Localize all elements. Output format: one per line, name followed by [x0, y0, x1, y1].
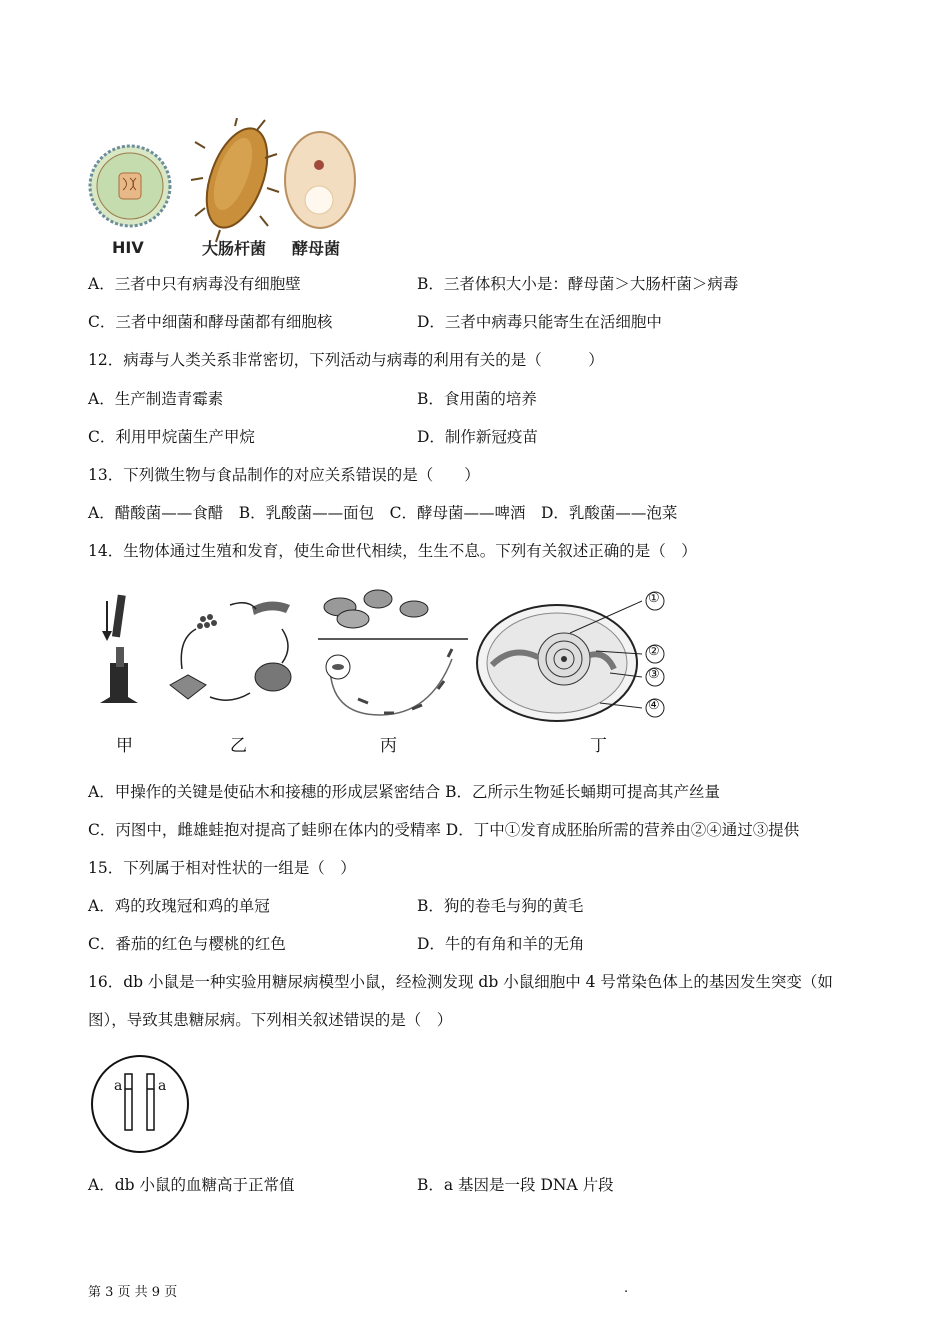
q15-option-c: C．番茄的红色与樱桃的红色	[88, 935, 286, 953]
q11-option-a: A．三者中只有病毒没有细胞壁	[88, 275, 301, 293]
fig-label-ding: 丁	[590, 736, 607, 756]
fig-label-yi: 乙	[230, 736, 247, 756]
silkworm-cycle-illustration	[170, 601, 291, 700]
egg-illustration	[477, 592, 664, 721]
ecoli-label: 大肠杆菌	[202, 239, 267, 258]
gene-label-left: a	[114, 1078, 123, 1094]
q11-option-c: C．三者中细菌和酵母菌都有细胞核	[88, 313, 333, 331]
grafting-illustration	[100, 595, 138, 703]
q16-option-a: A．db 小鼠的血糖高于正常值	[88, 1176, 295, 1194]
chromosome-figure	[90, 1054, 194, 1154]
reproduction-figure	[90, 585, 680, 730]
q16-stem-line1: 16．db 小鼠是一种实验用糖尿病模型小鼠，经检测发现 db 小鼠细胞中 4 号常染色体上的基因发生突变（如	[88, 973, 833, 991]
q15-stem: 15．下列属于相对性状的一组是（ ）	[88, 859, 356, 877]
q12-option-b: B．食用菌的培养	[417, 390, 537, 408]
page-number: 第 3 页 共 9 页	[88, 1285, 178, 1300]
frog-cycle-illustration	[318, 590, 468, 715]
q13-options: A．醋酸菌——食醋 B．乳酸菌——面包 C．酵母菌——啤酒 D．乳酸菌——泡菜	[88, 504, 678, 522]
q11-option-b: B．三者体积大小是：酵母菌＞大肠杆菌＞病毒	[417, 275, 739, 293]
ecoli-illustration	[191, 118, 279, 242]
q15-option-b: B．狗的卷毛与狗的黄毛	[417, 897, 584, 915]
yeast-label: 酵母菌	[292, 239, 341, 258]
q14-stem: 14．生物体通过生殖和发育，使生命世代相续，生生不息。下列有关叙述正确的是（ ）	[88, 542, 697, 560]
q16-stem-line2: 图），导致其患糖尿病。下列相关叙述错误的是（ ）	[88, 1011, 453, 1029]
q12-option-d: D．制作新冠疫苗	[417, 428, 538, 446]
hiv-label: HIV	[112, 238, 144, 257]
q14-options-ab: A．甲操作的关键是使砧木和接穗的形成层紧密结合 B．乙所示生物延长蛹期可提高其产丝量	[88, 783, 721, 801]
q15-option-a: A．鸡的玫瑰冠和鸡的单冠	[88, 897, 270, 915]
egg-marker-4: ④	[648, 698, 660, 713]
q12-option-c: C．利用甲烷菌生产甲烷	[88, 428, 255, 446]
egg-marker-2: ②	[648, 644, 660, 659]
q13-stem: 13．下列微生物与食品制作的对应关系错误的是（ ）	[88, 466, 480, 484]
egg-marker-1: ①	[648, 591, 660, 606]
q11-option-d: D．三者中病毒只能寄生在活细胞中	[417, 313, 662, 331]
gene-label-right: a	[158, 1078, 167, 1094]
fig-label-jia: 甲	[116, 736, 133, 756]
q14-options-cd: C．丙图中，雌雄蛙抱对提高了蛙卵在体内的受精率 D．丁中①发育成胚胎所需的营养由②④通过③提供	[88, 821, 800, 839]
q12-option-a: A．生产制造青霉素	[88, 390, 224, 408]
egg-marker-3: ③	[648, 667, 660, 682]
hiv-illustration	[90, 146, 170, 226]
q15-option-d: D．牛的有角和羊的无角	[417, 935, 585, 953]
q12-stem: 12．病毒与人类关系非常密切，下列活动与病毒的利用有关的是（ ）	[88, 351, 604, 369]
footer-dot: .	[624, 1281, 629, 1296]
q16-option-b: B．a 基因是一段 DNA 片段	[417, 1176, 614, 1194]
yeast-illustration	[285, 132, 355, 228]
fig-label-bing: 丙	[380, 736, 397, 756]
